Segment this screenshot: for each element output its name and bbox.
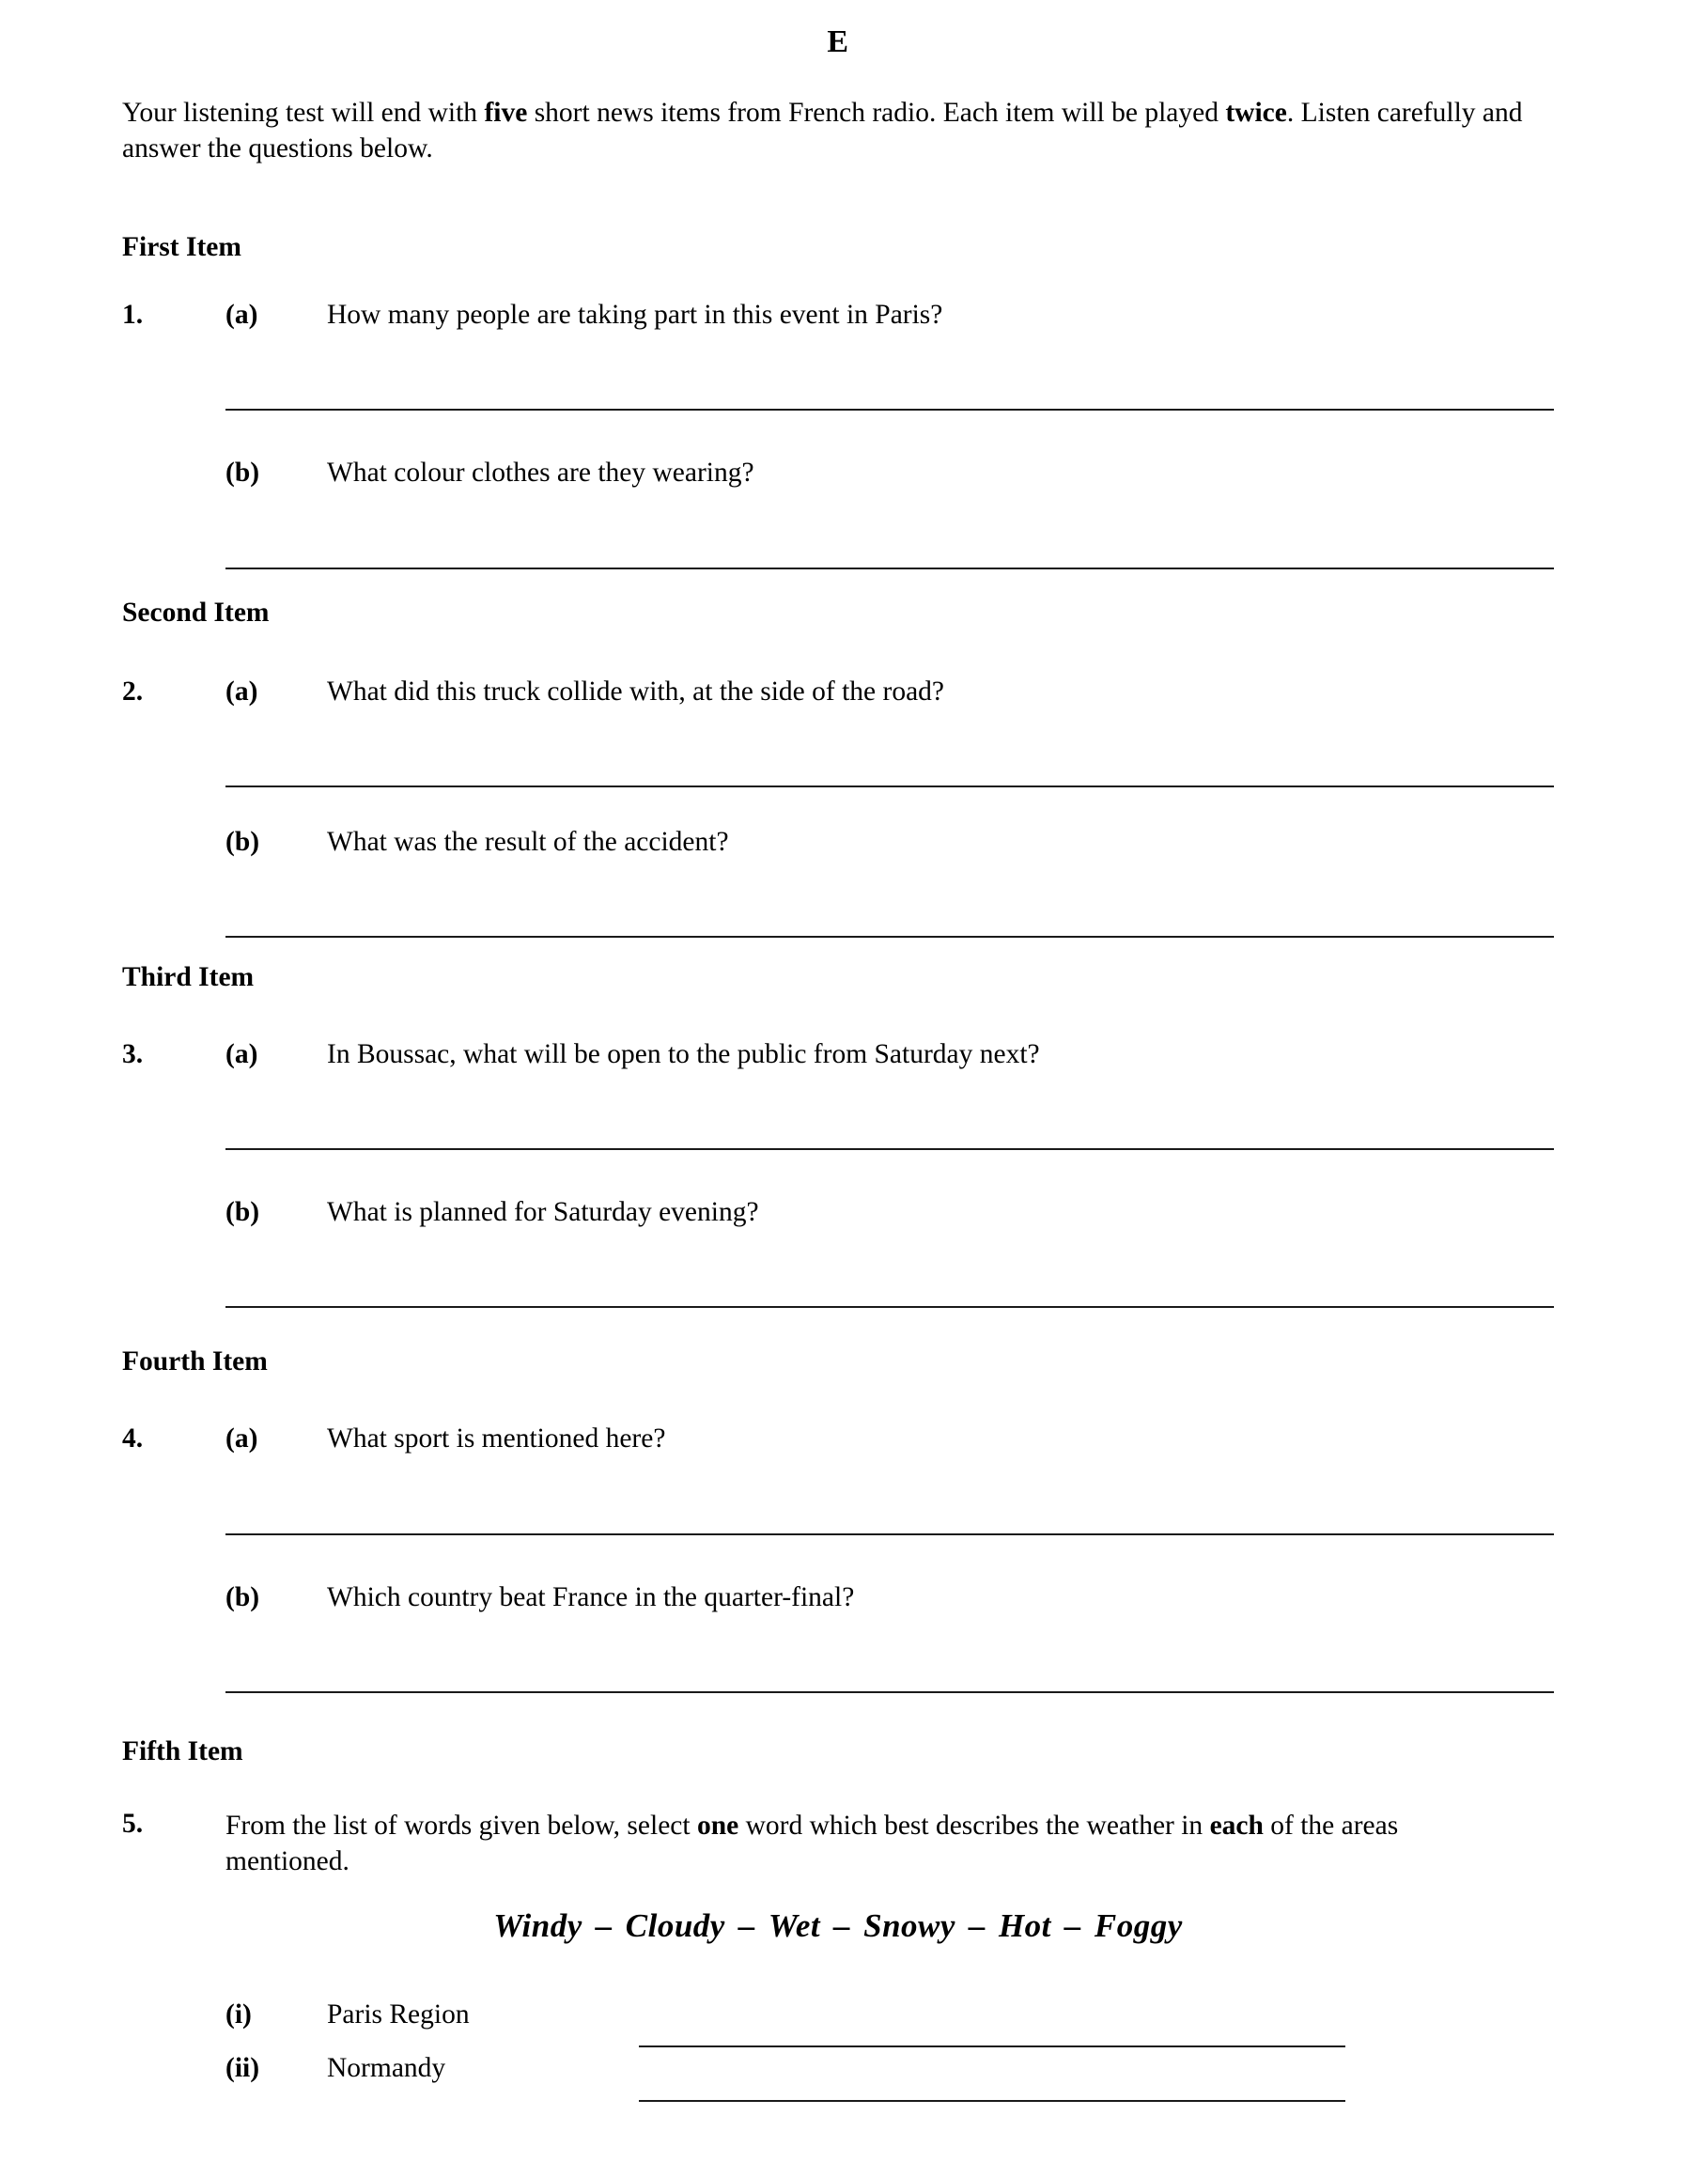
page-content (122, 0, 1554, 167)
intro-bold-five: five (484, 98, 528, 128)
word-bank-item-foggy: Foggy (1094, 1907, 1183, 1944)
q5-part3: of the areas mentioned. (225, 1811, 1399, 1876)
word-separator-2: – (738, 1907, 755, 1944)
intro-part1: Your listening test will end with (122, 98, 485, 128)
word-separator-5: – (1064, 1907, 1081, 1944)
intro-part2: short news items from French radio. Each item will be played (527, 98, 1226, 128)
question-number-1: 1. (122, 300, 144, 330)
third-item-heading-wrap (122, 964, 1554, 992)
q5-part1: From the list of words given below, select (225, 1811, 697, 1841)
answer-line-normandy[interactable] (639, 2100, 1345, 2102)
question-1b-row (122, 456, 1554, 491)
item-heading-second: Second Item (122, 598, 270, 628)
question-label-2b: (b) (225, 827, 260, 857)
word-separator-4: – (968, 1907, 986, 1944)
question-label-4b: (b) (225, 1582, 260, 1612)
question-2a-row (122, 675, 1554, 710)
question-text-5 (225, 1809, 1447, 1880)
question-label-2a: (a) (225, 677, 258, 707)
word-bank (122, 1907, 1667, 1945)
intro-bold-twice: twice (1225, 98, 1287, 128)
question-4b-row (122, 1580, 1554, 1616)
answer-line-4a[interactable] (225, 1533, 1554, 1535)
answer-line-1a[interactable] (225, 409, 1554, 411)
second-item-heading-wrap (122, 599, 1554, 628)
answer-line-1b[interactable] (225, 568, 1554, 569)
item-heading-fifth: Fifth Item (122, 1736, 243, 1766)
answer-line-4b[interactable] (225, 1691, 1554, 1693)
question-1a-row (122, 298, 1554, 334)
word-bank-item-cloudy: Cloudy (625, 1907, 725, 1944)
question-text-1a: How many people are taking part in this event in Paris? (327, 300, 943, 330)
item-heading-fourth: Fourth Item (122, 1346, 268, 1377)
question-text-4b: Which country beat France in the quarter-final? (327, 1582, 855, 1612)
question-4a-row (122, 1422, 1554, 1457)
word-bank-item-snowy: Snowy (863, 1907, 955, 1944)
word-bank-item-hot: Hot (998, 1907, 1051, 1944)
word-bank-item-wet: Wet (768, 1907, 821, 1944)
area-label-i: (i) (225, 1999, 252, 2030)
word-bank-item-windy: Windy (493, 1907, 582, 1944)
question-label-1b: (b) (225, 458, 260, 488)
area-name-normandy: Normandy (327, 2053, 446, 2083)
question-number-4: 4. (122, 1423, 144, 1454)
answer-line-2a[interactable] (225, 785, 1554, 787)
area-name-paris-region: Paris Region (327, 1999, 470, 2030)
intro-paragraph (122, 58, 1554, 167)
answer-line-3a[interactable] (225, 1148, 1554, 1150)
question-label-4a: (a) (225, 1423, 258, 1454)
section-letter: E (827, 24, 849, 59)
item-heading-third: Third Item (122, 962, 255, 992)
q5-part2: word which best describes the weather in (738, 1811, 1210, 1841)
first-item-heading-wrap (122, 234, 1554, 262)
item-heading-first: First Item (122, 232, 241, 262)
question-3a-row (122, 1037, 1554, 1073)
question-label-3b: (b) (225, 1197, 260, 1227)
answer-line-2b[interactable] (225, 936, 1554, 938)
area-label-ii: (ii) (225, 2053, 260, 2083)
answer-line-paris-region[interactable] (639, 2045, 1345, 2047)
question-text-2b: What was the result of the accident? (327, 827, 729, 857)
intro-part3: . Listen carefully and answer the questions below. (122, 98, 1523, 163)
question-text-3b: What is planned for Saturday evening? (327, 1197, 759, 1227)
question-5-row (122, 1809, 1597, 1880)
question-number-5: 5. (122, 1809, 144, 1839)
question-number-2: 2. (122, 677, 144, 707)
question-text-1b: What colour clothes are they wearing? (327, 458, 754, 488)
word-separator-1: – (595, 1907, 613, 1944)
question-label-3a: (a) (225, 1039, 258, 1069)
q5-bold-one: one (696, 1811, 739, 1841)
fourth-item-heading-wrap (122, 1348, 1554, 1377)
question-text-2a: What did this truck collide with, at the side of the road? (327, 677, 945, 707)
question-text-4a: What sport is mentioned here? (327, 1423, 666, 1454)
word-separator-3: – (833, 1907, 851, 1944)
question-text-3a: In Boussac, what will be open to the public from Saturday next? (327, 1039, 1040, 1069)
question-3b-row (122, 1195, 1554, 1231)
question-2b-row (122, 825, 1554, 861)
question-label-1a: (a) (225, 300, 258, 330)
q5-bold-each: each (1209, 1811, 1264, 1841)
question-number-3: 3. (122, 1039, 144, 1069)
answer-line-3b[interactable] (225, 1306, 1554, 1308)
fifth-item-heading-wrap (122, 1738, 1554, 1766)
